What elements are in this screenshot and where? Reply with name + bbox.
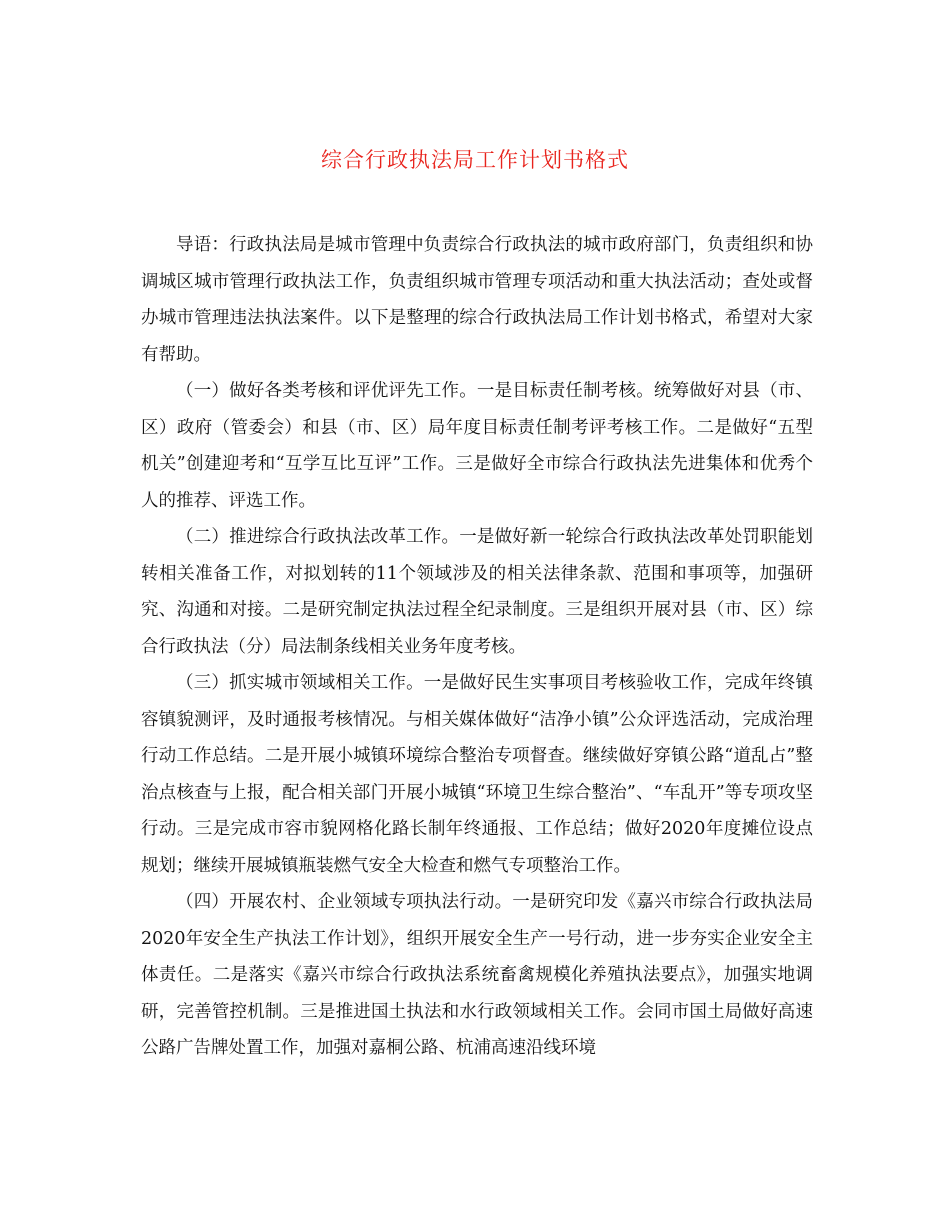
paragraph-section-3: （三）抓实城市领域相关工作。一是做好民生实事项目考核验收工作，完成年终镇容镇貌测评，及时通报考核情况。与相关媒体做好“洁净小镇”公众评选活动，完成治理行动工作总结。二是开展小城镇环境综合整治专项督查。继续做好穿镇公路“道乱占”整治点核查与上报，配合相关部门开展小城镇“环境卫生综合整治”、“车乱开”等专项攻坚行动。三是完成市容市貌网格化路长制年终通报、工作总结；做好2020年度摊位设点规划；继续开展城镇瓶装燃气安全大检查和燃气专项整治工作。 (141, 673, 813, 876)
paragraph-section-2: （二）推进综合行政执法改革工作。一是做好新一轮综合行政执法改革处罚职能划转相关准备工作，对拟划转的11个领域涉及的相关法律条款、范围和事项等，加强研究、沟通和对接。二是研究制定执法过程全纪录制度。三是组织开展对县（市、区）综合行政执法（分）局法制条线相关业务年度考核。 (141, 527, 813, 657)
document-title: 综合行政执法局工作计划书格式 (321, 148, 629, 172)
document-body (141, 227, 813, 1067)
paragraph-section-4: （四）开展农村、企业领域专项执法行动。一是研究印发《嘉兴市综合行政执法局2020年安全生产执法工作计划》，组织开展安全生产一号行动，进一步夯实企业安全主体责任。二是落实《嘉兴市综合行政执法系统畜禽规模化养殖执法要点》，加强实地调研，完善管控机制。三是推进国土执法和水行政领域相关工作。会同市国土局做好高速公路广告牌处置工作，加强对嘉桐公路、杭浦高速沿线环境 (141, 892, 813, 1058)
paragraph-intro: 导语：行政执法局是城市管理中负责综合行政执法的城市政府部门，负责组织和协调城区城市管理行政执法工作，负责组织城市管理专项活动和重大执法活动；查处或督办城市管理违法执法案件。以下是整理的综合行政执法局工作计划书格式，希望对大家有帮助。 (141, 235, 813, 365)
paragraph-section-1: （一）做好各类考核和评优评先工作。一是目标责任制考核。统筹做好对县（市、区）政府（管委会）和县（市、区）局年度目标责任制考评考核工作。二是做好“五型机关”创建迎考和“互学互比互评”工作。三是做好全市综合行政执法先进集体和优秀个人的推荐、评选工作。 (141, 381, 813, 511)
